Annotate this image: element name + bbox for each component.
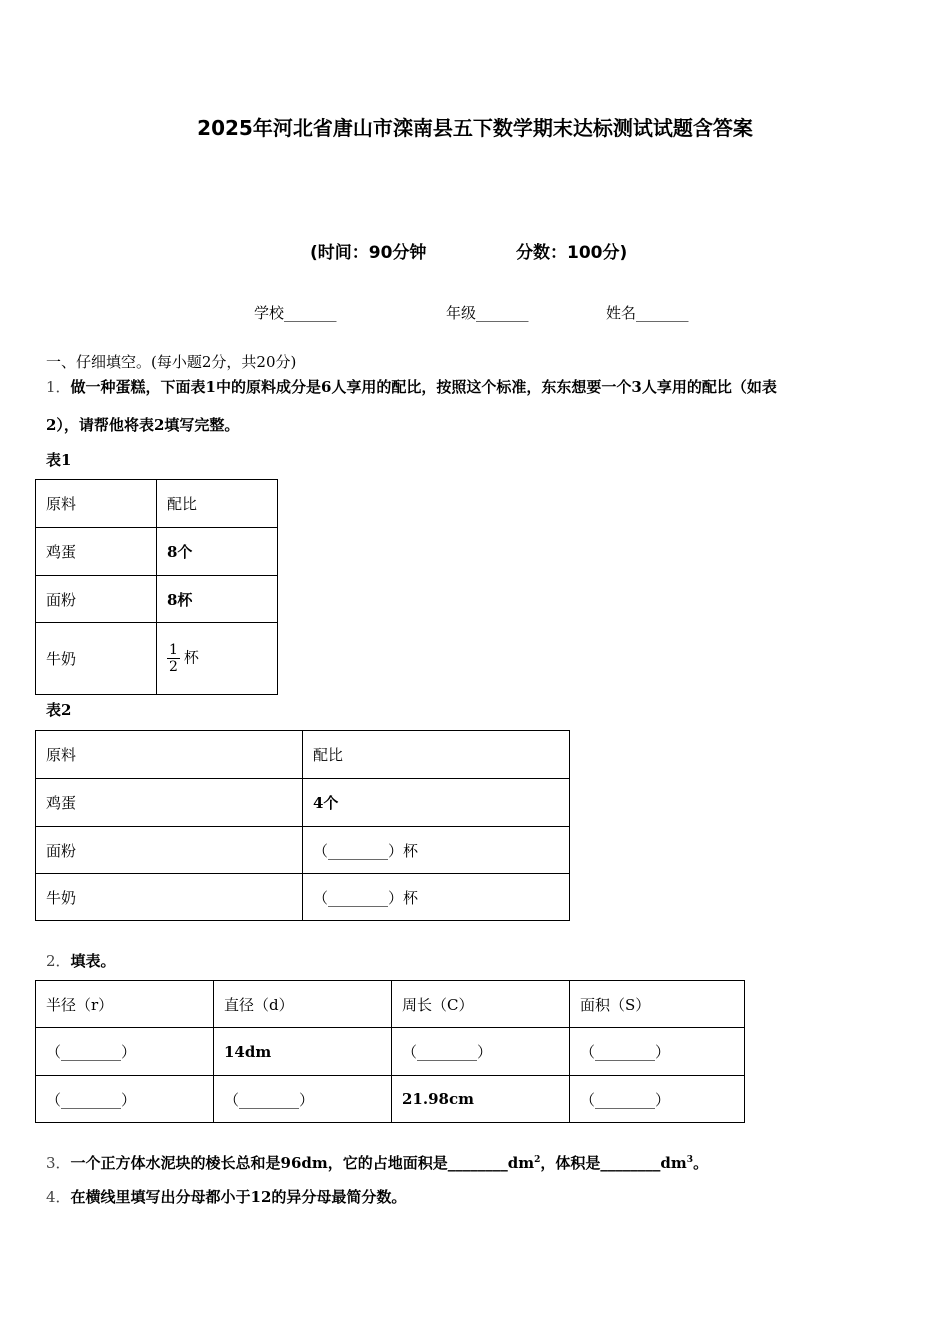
- cell: 半径（r）: [36, 981, 214, 1028]
- answer-blank[interactable]: （________）杯: [303, 827, 570, 874]
- fraction-half: $\frac{1}{2}$: [169, 642, 178, 675]
- question-1: [46, 376, 777, 397]
- table-row: [36, 827, 570, 874]
- question-number: 1．: [46, 378, 71, 396]
- table-row: [36, 576, 278, 623]
- question-3: 3．一个正方体水泥块的棱长总和是96dm，它的占地面积是$\_\_\_\_\_\_\_\_dm^2$，体积是$\_\_\_\_\_\_\_\_dm^3$。: [46, 1154, 709, 1172]
- table-2: [35, 730, 570, 921]
- table-row: [36, 1076, 745, 1123]
- cell: 直径（d）: [214, 981, 392, 1028]
- cell: 8杯: [157, 576, 278, 623]
- question-text: 做一种蛋糕，下面表1中的原料成分是6人享用的配比，按照这个标准，东东想要一个3人享用的配比（如表: [70, 378, 777, 396]
- cell: 14dm: [214, 1028, 392, 1076]
- table-row: [36, 480, 278, 528]
- question-1-cont: 2），请帮他将表2填写完整。: [46, 416, 240, 434]
- cell: 4个: [303, 779, 570, 827]
- cell: 面积（S）: [570, 981, 745, 1028]
- question-2: 2．填表。: [46, 952, 116, 970]
- table1-label: 表1: [46, 451, 72, 469]
- cell: $\frac{1}{2}$ 杯: [157, 623, 278, 695]
- table-row: [36, 623, 278, 695]
- cell: 鸡蛋: [36, 528, 157, 576]
- cell: 周长（C）: [392, 981, 570, 1028]
- table-row: [36, 528, 278, 576]
- answer-blank[interactable]: （________）: [392, 1028, 570, 1076]
- school-field: 学校_______: [254, 304, 337, 322]
- table2-label: 表2: [46, 701, 72, 719]
- answer-blank[interactable]: （________）: [36, 1076, 214, 1123]
- name-field: 姓名_______: [606, 304, 689, 322]
- answer-blank[interactable]: （________）杯: [303, 874, 570, 921]
- answer-blank[interactable]: （________）: [570, 1076, 745, 1123]
- page-title: 2025年河北省唐山市滦南县五下数学期末达标测试试题含答案: [197, 116, 753, 140]
- exam-time: (时间：90分钟: [310, 243, 427, 263]
- table-row: [36, 779, 570, 827]
- table-row: [36, 1028, 745, 1076]
- cell: 原料: [36, 731, 303, 779]
- table-row: [36, 981, 745, 1028]
- section-heading: 一、仔细填空。(每小题2分，共20分): [46, 353, 297, 371]
- answer-blank[interactable]: （________）: [36, 1028, 214, 1076]
- table-1: [35, 479, 278, 695]
- table-3: [35, 980, 745, 1123]
- cell: 21.98cm: [392, 1076, 570, 1123]
- grade-field: 年级_______: [446, 304, 529, 322]
- cell: 配比: [303, 731, 570, 779]
- cell: 牛奶: [36, 623, 157, 695]
- exam-score: 分数：100分): [516, 243, 628, 263]
- answer-blank[interactable]: （________）: [214, 1076, 392, 1123]
- table-row: [36, 874, 570, 921]
- cell: 面粉: [36, 576, 157, 623]
- cell: 配比: [157, 480, 278, 528]
- cell: 牛奶: [36, 874, 303, 921]
- question-4: 4．在横线里填写出分母都小于12的异分母最简分数。: [46, 1188, 407, 1206]
- cell: 原料: [36, 480, 157, 528]
- cell: 8个: [157, 528, 278, 576]
- answer-blank[interactable]: （________）: [570, 1028, 745, 1076]
- cell: 鸡蛋: [36, 779, 303, 827]
- cell: 面粉: [36, 827, 303, 874]
- table-row: [36, 731, 570, 779]
